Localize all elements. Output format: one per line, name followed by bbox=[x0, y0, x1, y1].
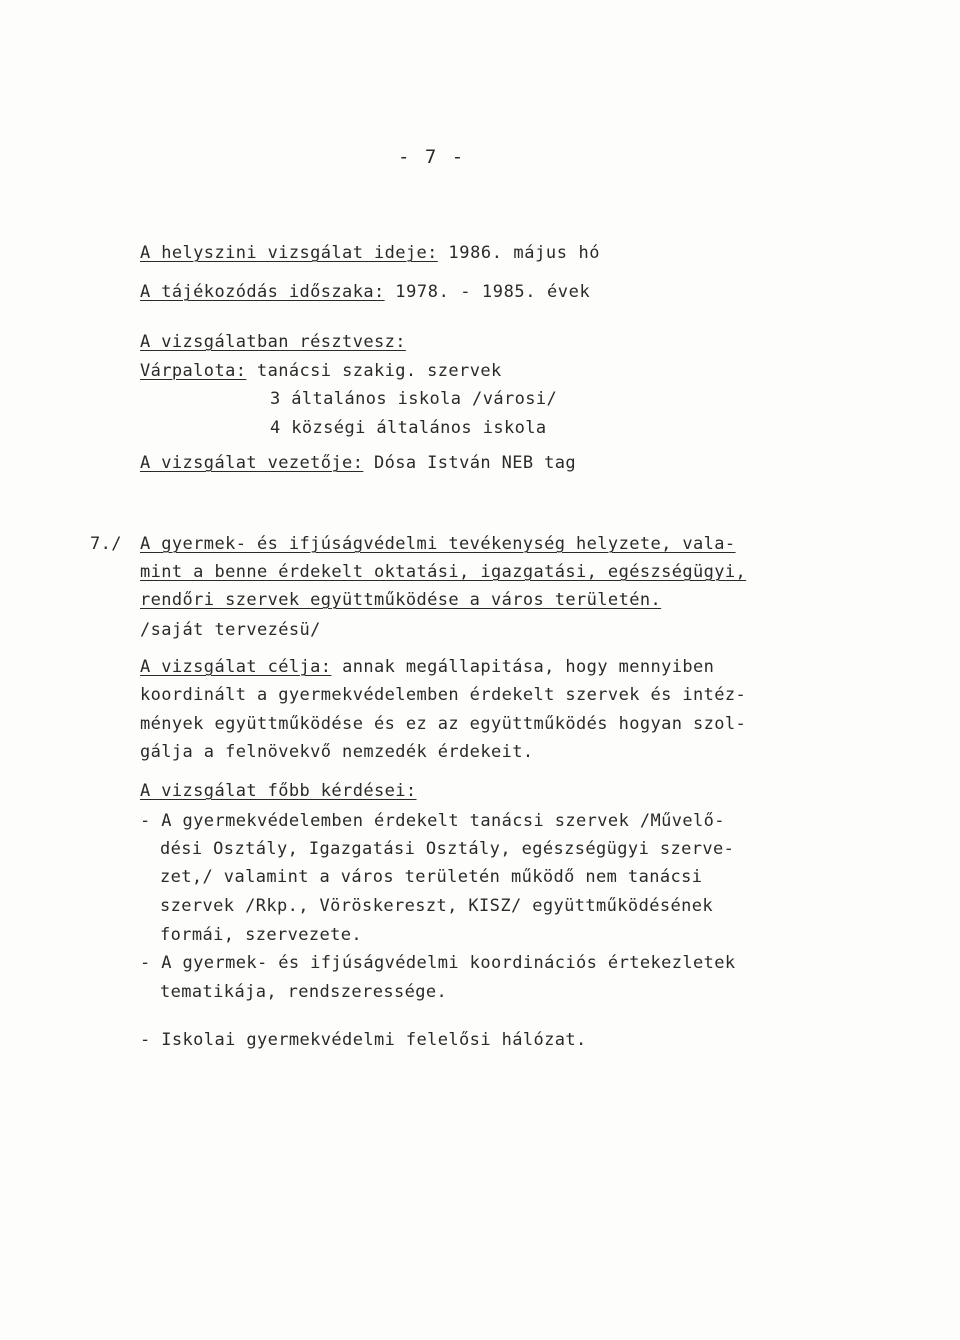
questions-label: A vizsgálat főbb kérdései: bbox=[140, 781, 417, 801]
varpalota-line bbox=[140, 360, 502, 382]
question-1-line-3: zet,/ valamint a város területén működő nem tanácsi bbox=[160, 867, 703, 887]
section-title-line-2: mint a benne érdekelt oktatási, igazgatási, egészségügyi, bbox=[140, 562, 747, 582]
orientation-period-line bbox=[140, 281, 590, 303]
section-note: /saját tervezésü/ bbox=[140, 620, 321, 640]
inspection-date-value: 1986. május hó bbox=[448, 243, 601, 263]
question-3-line-1: - Iskolai gyermekvédelmi felelősi hálózat. bbox=[140, 1030, 587, 1050]
question-1-line-5: formái, szervezete. bbox=[160, 925, 363, 945]
varpalota-value: tanácsi szakig. szervek bbox=[257, 361, 502, 381]
section-title-line-3: rendőri szervek együttműködése a város területén. bbox=[140, 590, 662, 610]
leader-line bbox=[140, 452, 576, 474]
orientation-period-value: 1978. - 1985. évek bbox=[395, 282, 591, 302]
leader-value: Dósa István NEB tag bbox=[373, 453, 577, 473]
aim-line-3: mények együttműködése és ez az együttműködés hogyan szol- bbox=[140, 714, 747, 734]
question-1-line-4: szervek /Rkp., Vöröskereszt, KISZ/ együttműködésének bbox=[160, 896, 714, 916]
participants-label: A vizsgálatban résztvesz: bbox=[140, 332, 406, 352]
leader-label: A vizsgálat vezetője: bbox=[140, 453, 364, 473]
aim-line-4: gálja a felnövekvő nemzedék érdekeit. bbox=[140, 742, 534, 762]
question-1-line-1: - A gyermekvédelemben érdekelt tanácsi szervek /Művelő- bbox=[140, 811, 725, 831]
inspection-date-label: A helyszini vizsgálat ideje: bbox=[140, 243, 438, 263]
question-2-line-1: - A gyermek- és ifjúságvédelmi koordinációs értekezletek bbox=[140, 953, 736, 973]
page-number: - 7 - bbox=[398, 146, 466, 168]
inspection-date-line bbox=[140, 242, 600, 264]
aim-label: A vizsgálat célja: bbox=[140, 657, 332, 677]
varpalota-label: Várpalota: bbox=[140, 361, 247, 381]
participant-village-schools: 4 községi általános iskola bbox=[270, 418, 547, 438]
question-2-line-2: tematikája, rendszeressége. bbox=[160, 982, 448, 1002]
participant-urban-schools: 3 általános iskola /városi/ bbox=[270, 389, 558, 409]
aim-line-2: koordinált a gyermekvédelemben érdekelt szervek és intéz- bbox=[140, 685, 747, 705]
section-title-line-1: A gyermek- és ifjúságvédelmi tevékenység helyzete, vala- bbox=[140, 534, 736, 554]
orientation-period-label: A tájékozódás időszaka: bbox=[140, 282, 385, 302]
aim-line-1 bbox=[140, 656, 714, 678]
section-number: 7./ bbox=[90, 534, 122, 554]
question-1-line-2: dési Osztály, Igazgatási Osztály, egészségügyi szerve- bbox=[160, 839, 735, 859]
aim-text-1: annak megállapitása, hogy mennyiben bbox=[342, 657, 715, 677]
